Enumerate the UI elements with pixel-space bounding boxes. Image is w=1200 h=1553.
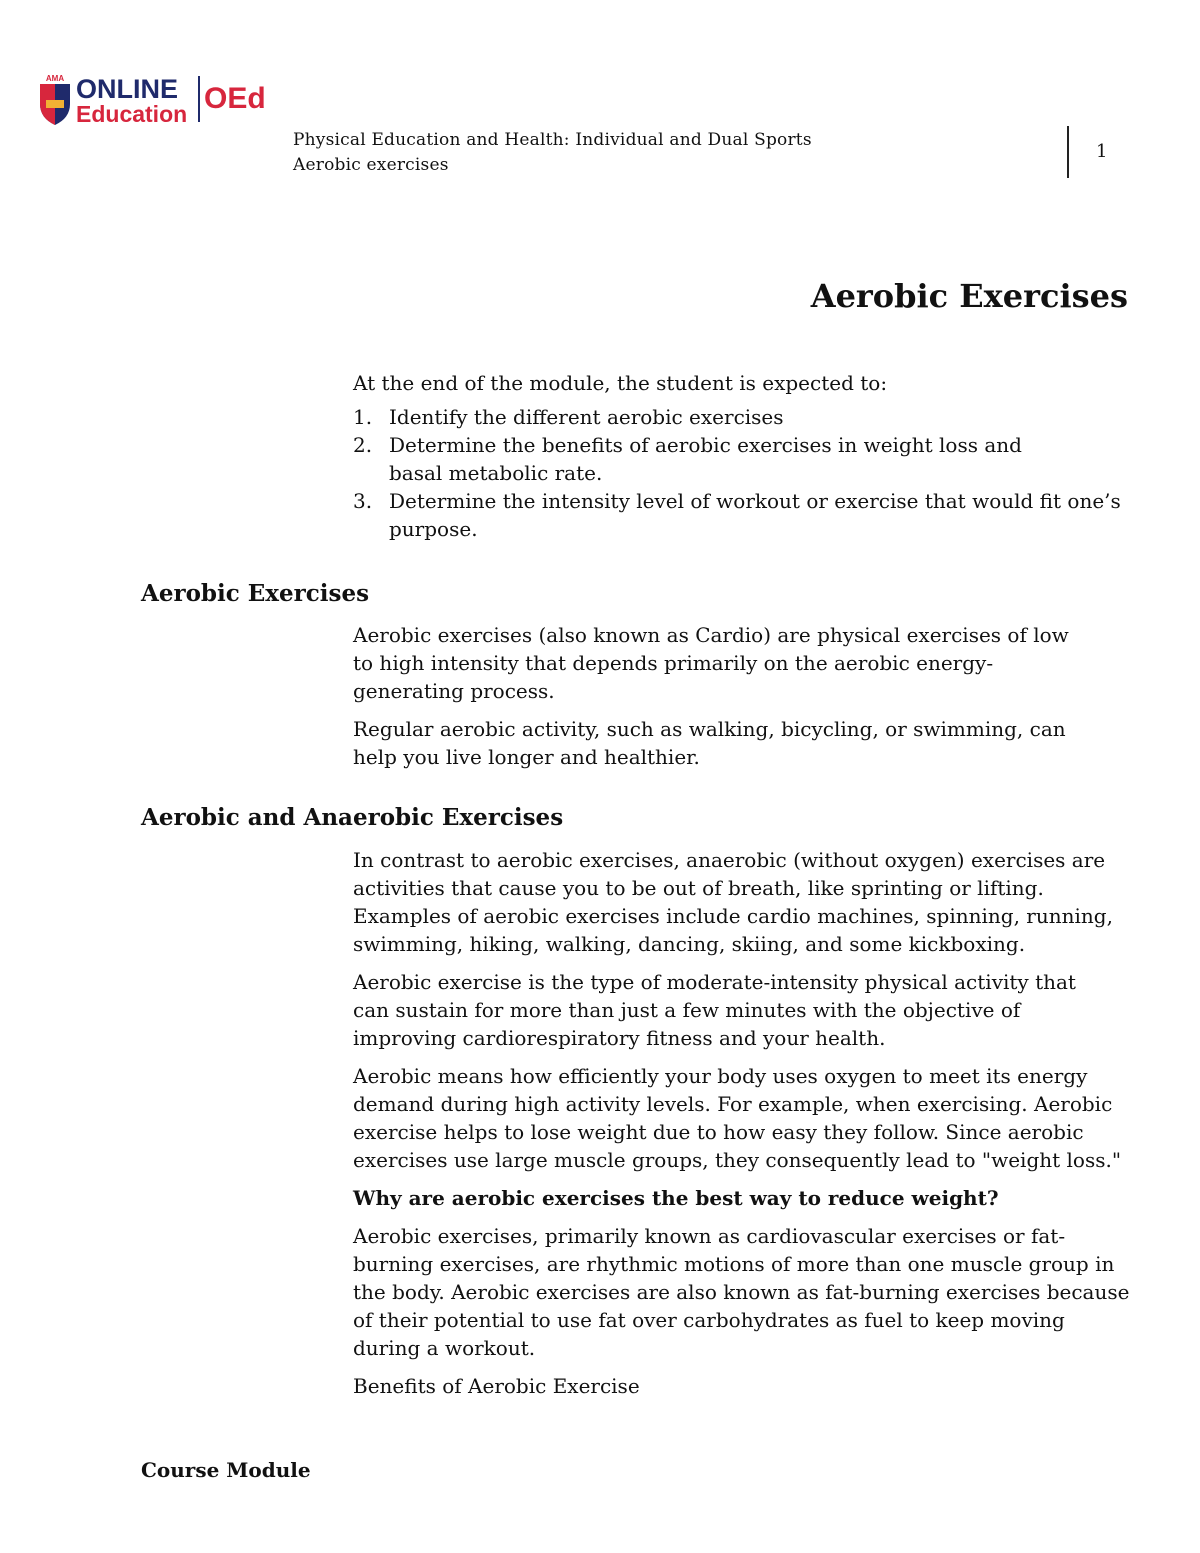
list-item: 1. Identify the different aerobic exercises	[353, 405, 784, 429]
logo-line2: Education	[76, 101, 188, 127]
paragraph: Aerobic exercise is the type of moderate-intensity physical activity that can sustain for more than just a few minutes with the objective of improving cardiorespiratory fitness and your health.	[353, 970, 1076, 1050]
objectives	[353, 369, 1133, 543]
header-divider	[1067, 126, 1069, 178]
section1-body	[353, 621, 1093, 781]
objectives-intro: At the end of the module, the student is expected to:	[353, 371, 888, 395]
list-item: 2. Determine the benefits of aerobic exercises in weight loss and basal metabolic rate.	[353, 433, 1022, 485]
list-item: 3. Determine the intensity level of workout or exercise that would fit one’s purpose.	[353, 489, 1121, 541]
section2-body	[353, 846, 1133, 1410]
page-number: 1	[1096, 141, 1108, 162]
objectives-list	[353, 403, 1133, 543]
header-topic: Aerobic exercises	[293, 155, 449, 175]
logo-seal-text: AMA	[45, 74, 65, 83]
section-heading-aerobic-exercises: Aerobic Exercises	[141, 580, 370, 607]
subheading-benefits: Benefits of Aerobic Exercise	[353, 1374, 640, 1398]
paragraph: Aerobic means how efficiently your body uses oxygen to meet its energy demand during high activity levels. For example, when exercising. Aerobic exercise helps to lose weight due to how easy they follow. Since aerobic exercises use large muscle groups, they consequently lead to "weight loss."	[353, 1064, 1122, 1172]
header-course: Physical Education and Health: Individual and Dual Sports	[293, 130, 812, 150]
logo	[36, 70, 276, 130]
running-header	[293, 128, 812, 178]
question-heading: Why are aerobic exercises the best way to reduce weight?	[353, 1186, 999, 1210]
paragraph: Aerobic exercises, primarily known as cardiovascular exercises or fat-burning exercises, are rhythmic motions of more than one muscle group in the body. Aerobic exercises are also known as fat-burning exercises because of their potential to use fat over carbohydrates as fuel to keep moving during a workout.	[353, 1224, 1130, 1360]
page-title: Aerobic Exercises	[810, 277, 1128, 315]
paragraph: Aerobic exercises (also known as Cardio) are physical exercises of low to high intensity that depends primarily on the aerobic energy-generating process.	[353, 623, 1069, 703]
section-heading-aerobic-anaerobic: Aerobic and Anaerobic Exercises	[141, 804, 564, 831]
paragraph: In contrast to aerobic exercises, anaerobic (without oxygen) exercises are activities that cause you to be out of breath, like sprinting or lifting. Examples of aerobic exercises include cardio machines, spinning, running, swimming, hiking, walking, dancing, skiing, and some kickboxing.	[353, 848, 1113, 956]
logo-abbr: OEd	[204, 82, 266, 115]
logo-line1: ONLINE	[76, 74, 179, 104]
logo-graphic	[36, 70, 276, 130]
paragraph: Regular aerobic activity, such as walking, bicycling, or swimming, can help you live longer and healthier.	[353, 717, 1066, 769]
footer-label: Course Module	[141, 1458, 311, 1482]
